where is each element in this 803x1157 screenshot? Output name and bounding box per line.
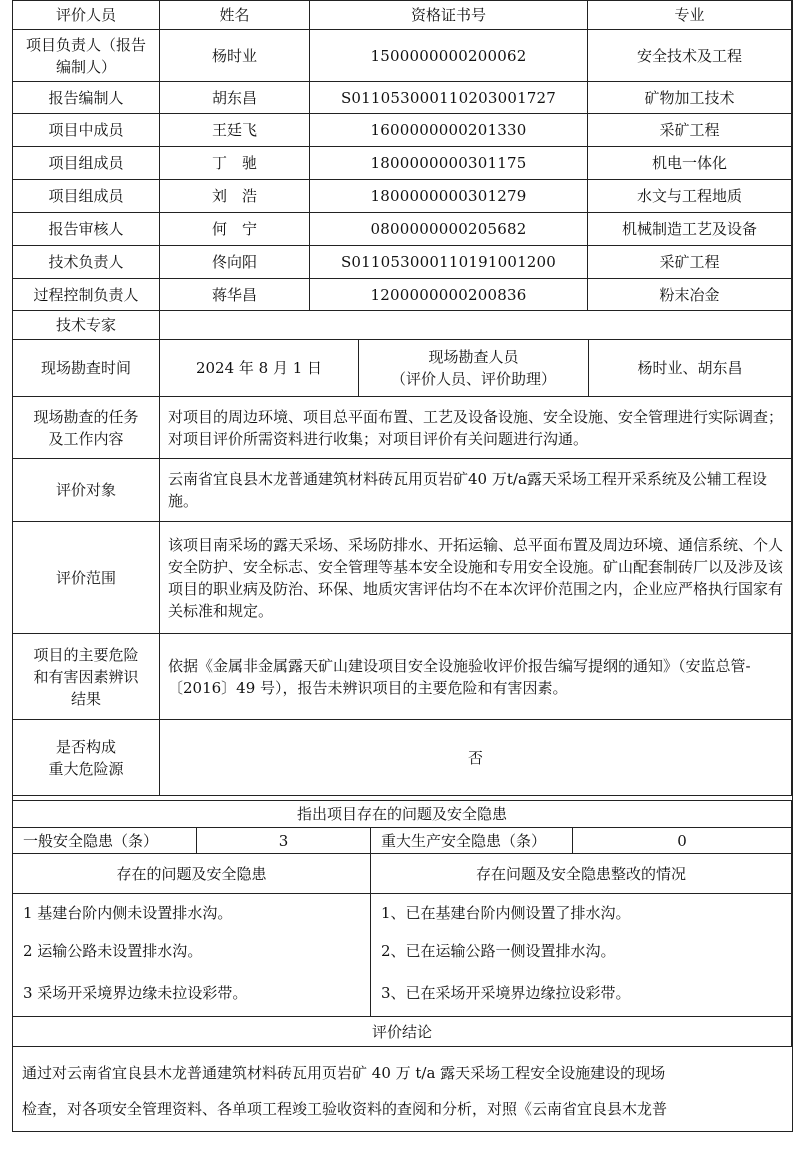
- staff-role: 项目中成员: [13, 114, 160, 147]
- header-role: 评价人员: [13, 1, 160, 30]
- issues-title-row: [13, 801, 792, 828]
- hazard-text: 依据《金属非金属露天矿山建设项目安全设施验收评价报告编写提纲的通知》（安监总管-〔2016〕49 号），报告未辨识项目的主要危险和有害因素。: [160, 634, 792, 720]
- survey-people-value: 杨时业、胡东昌: [589, 340, 792, 397]
- staff-major: 安全技术及工程: [588, 30, 792, 82]
- conclusion-title: 评价结论: [13, 1017, 792, 1047]
- problems-header: 存在的问题及安全隐患: [13, 854, 371, 894]
- task-label-line: 及工作内容: [48, 429, 124, 448]
- staff-table: [12, 0, 792, 340]
- fix-item: 3、已在采场开采境界边缘拉设彩带。: [371, 970, 792, 1017]
- major-hazard-label: [13, 720, 160, 796]
- fix-item: 1、已在基建台阶内侧设置了排水沟。: [371, 894, 792, 932]
- staff-role: 报告审核人: [13, 213, 160, 246]
- staff-major: 机械制造工艺及设备: [588, 213, 792, 246]
- survey-row: [13, 340, 792, 397]
- header-cert: 资格证书号: [310, 1, 588, 30]
- problem-item: 3 采场开采境界边缘未拉设彩带。: [13, 970, 371, 1017]
- staff-name: 丁 驰: [160, 147, 310, 180]
- staff-cert: S011053000110203001727: [310, 82, 588, 114]
- major-hazard-label-line: 重大危险源: [48, 759, 124, 778]
- issue-row: [13, 970, 792, 1017]
- survey-time-label: 现场勘查时间: [13, 340, 160, 397]
- major-hazard-count-label: 重大生产安全隐患（条）: [371, 828, 573, 854]
- task-label: [13, 397, 160, 459]
- issues-header-row: [13, 854, 792, 894]
- object-label: 评价对象: [13, 459, 160, 522]
- staff-name: 杨时业: [160, 30, 310, 82]
- staff-cert: 1500000000200062: [310, 30, 588, 82]
- staff-name: 佟向阳: [160, 246, 310, 279]
- staff-row: [13, 114, 792, 147]
- staff-role: 技术负责人: [13, 246, 160, 279]
- task-text: 对项目的周边环境、项目总平面布置、工艺及设备设施、安全设施、安全管理进行实际调查；对项目评价所需资料进行收集；对项目评价有关问题进行沟通。: [160, 397, 792, 459]
- staff-major: 机电一体化: [588, 147, 792, 180]
- object-text: 云南省宜良县木龙普通建筑材料砖瓦用页岩矿40 万t/a露天采场工程开采系统及公辅工程设施。: [160, 459, 792, 522]
- scope-row: [13, 522, 792, 634]
- staff-row: [13, 279, 792, 311]
- staff-name: 刘 浩: [160, 180, 310, 213]
- issues-table: [12, 800, 792, 1047]
- staff-major: 粉末冶金: [588, 279, 792, 311]
- survey-people-label-line: （评价人员、评价助理）: [390, 370, 556, 388]
- staff-cert: 1800000000301175: [310, 147, 588, 180]
- survey-time-value: 2024 年 8 月 1 日: [160, 340, 359, 397]
- general-hazard-count: 3: [197, 828, 371, 854]
- issue-row: [13, 894, 792, 932]
- issues-count-row: [13, 828, 792, 854]
- staff-header-row: [13, 1, 792, 30]
- expert-value: [160, 311, 792, 340]
- survey-people-label: [359, 340, 589, 397]
- staff-row: [13, 30, 792, 82]
- staff-cert: 1200000000200836: [310, 279, 588, 311]
- fixes-header: 存在问题及安全隐患整改的情况: [371, 854, 792, 894]
- conclusion-title-row: [13, 1017, 792, 1047]
- staff-role: [13, 30, 160, 82]
- staff-cert: 1800000000301279: [310, 180, 588, 213]
- hazard-row: [13, 634, 792, 720]
- staff-cert: 1600000000201330: [310, 114, 588, 147]
- staff-role: 报告编制人: [13, 82, 160, 114]
- major-hazard-row: [13, 720, 792, 796]
- staff-row: [13, 246, 792, 279]
- staff-name: 王廷飞: [160, 114, 310, 147]
- staff-name: 何 宁: [160, 213, 310, 246]
- major-hazard-count: 0: [573, 828, 792, 854]
- scope-text: 该项目南采场的露天采场、采场防排水、开拓运输、总平面布置及周边环境、通信系统、个人安全防护、安全标志、安全管理等基本安全设施和专用安全设施。矿山配套制砖厂以及涉及该项目的职业病及防治、环保、地质灾害评估均不在本次评价范围之内，企业应严格执行国家有关标准和规定。: [160, 522, 792, 634]
- header-major: 专业: [588, 1, 792, 30]
- general-hazard-label: 一般安全隐患（条）: [13, 828, 197, 854]
- staff-role: 过程控制负责人: [13, 279, 160, 311]
- problem-item: 1 基建台阶内侧未设置排水沟。: [13, 894, 371, 932]
- scope-label: 评价范围: [13, 522, 160, 634]
- expert-label: 技术专家: [13, 311, 160, 340]
- staff-major: 水文与工程地质: [588, 180, 792, 213]
- staff-row: [13, 180, 792, 213]
- hazard-label-line: 项目的主要危险: [33, 645, 139, 664]
- hazard-label-line: 和有害因素辨识: [33, 667, 139, 686]
- fix-item: 2、已在运输公路一侧设置排水沟。: [371, 932, 792, 970]
- staff-name: 蒋华昌: [160, 279, 310, 311]
- staff-major: 采矿工程: [588, 114, 792, 147]
- survey-people-label-line: 现场勘查人员: [428, 348, 519, 366]
- hazard-label: [13, 634, 160, 720]
- staff-row: [13, 82, 792, 114]
- staff-major: 矿物加工技术: [588, 82, 792, 114]
- staff-role-text: 项目负责人（报告编制人）: [25, 35, 146, 76]
- staff-role: 项目组成员: [13, 147, 160, 180]
- staff-row: [13, 147, 792, 180]
- staff-row: [13, 213, 792, 246]
- major-hazard-value: 否: [160, 720, 792, 796]
- task-label-line: 现场勘查的任务: [33, 407, 139, 426]
- problem-item: 2 运输公路未设置排水沟。: [13, 932, 371, 970]
- conclusion-text-line: 通过对云南省宜良县木龙普通建筑材料砖瓦用页岩矿 40 万 t/a 露天采场工程安全设施建设的现场: [22, 1064, 666, 1082]
- expert-row: [13, 311, 792, 340]
- major-hazard-label-line: 是否构成: [55, 737, 116, 756]
- staff-role: 项目组成员: [13, 180, 160, 213]
- issues-title: 指出项目存在的问题及安全隐患: [13, 801, 792, 828]
- conclusion-text-line: 检查，对各项安全管理资料、各单项工程竣工验收资料的查阅和分析，对照《云南省宜良县木龙普: [22, 1100, 668, 1118]
- hazard-label-line: 结果: [70, 689, 101, 708]
- staff-name: 胡东昌: [160, 82, 310, 114]
- issue-row: [13, 932, 792, 970]
- staff-major: 采矿工程: [588, 246, 792, 279]
- task-row: [13, 397, 792, 459]
- staff-cert: 0800000000205682: [310, 213, 588, 246]
- header-name: 姓名: [160, 1, 310, 30]
- object-row: [13, 459, 792, 522]
- survey-table: [12, 339, 792, 796]
- staff-cert: S011053000110191001200: [310, 246, 588, 279]
